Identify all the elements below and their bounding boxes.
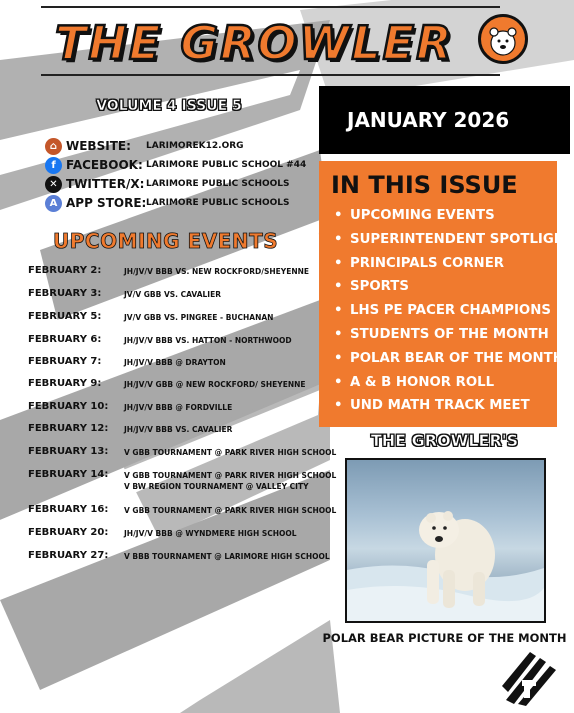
event-row	[28, 288, 338, 311]
list-item[interactable]: • SUPERINTENDENT SPOTLIGHT	[334, 231, 574, 247]
event-desc: JV/V GBB VS. CAVALIER	[124, 290, 221, 299]
contact-label: APP STORE:	[66, 196, 147, 210]
event-date: FEBRUARY 14:	[28, 469, 109, 480]
in-this-issue-heading: IN THIS ISSUE	[331, 171, 518, 199]
list-item[interactable]: • SPORTS	[334, 279, 409, 295]
event-row	[28, 265, 338, 288]
upcoming-events-heading: UPCOMING EVENTS	[53, 229, 279, 253]
event-row	[28, 527, 338, 550]
contact-label: FACEBOOK:	[66, 158, 143, 172]
contact-value[interactable]: LARIMORE PUBLIC SCHOOLS	[146, 198, 290, 208]
list-item[interactable]: • POLAR BEAR OF THE MONTH	[334, 350, 564, 366]
event-row	[28, 446, 338, 469]
event-desc: V GBB TOURNAMENT @ PARK RIVER HIGH SCHOOL	[124, 506, 337, 515]
event-date: FEBRUARY 12:	[28, 423, 109, 434]
list-item[interactable]: • PRINCIPALS CORNER	[334, 255, 505, 271]
event-row	[28, 504, 338, 527]
contact-label: WEBSITE:	[66, 139, 131, 153]
contact-facebook[interactable]	[45, 156, 315, 175]
event-row	[28, 356, 338, 378]
masthead-title: THE GROWLER	[55, 16, 454, 70]
event-row	[28, 334, 338, 356]
event-desc: JH/JV/V BBB VS. HATTON - NORTHWOOD	[124, 336, 292, 345]
feature-heading: THE GROWLER'S	[370, 431, 519, 450]
event-desc: JV/V GBB VS. PINGREE - BUCHANAN	[124, 313, 274, 322]
masthead-rule	[41, 74, 500, 76]
event-date: FEBRUARY 27:	[28, 550, 109, 561]
claw-mark-icon	[500, 650, 560, 706]
website-icon: ⌂	[45, 138, 62, 155]
contact-value[interactable]: LARIMOREK12.ORG	[146, 141, 244, 151]
contact-value[interactable]: LARIMORE PUBLIC SCHOOLS	[146, 179, 290, 189]
contact-app-store[interactable]	[45, 194, 315, 213]
in-this-issue-panel	[319, 161, 574, 427]
facebook-icon: f	[45, 157, 62, 174]
event-desc: V GBB TOURNAMENT @ PARK RIVER HIGH SCHOOL V BW REGION TOURNAMENT @ VALLEY CITY	[124, 471, 337, 491]
list-item[interactable]: • A & B HONOR ROLL	[334, 374, 495, 390]
event-desc: JH/JV/V BBB @ WYNDMERE HIGH SCHOOL	[124, 529, 297, 538]
event-date: FEBRUARY 3:	[28, 288, 102, 299]
event-date: FEBRUARY 16:	[28, 504, 109, 515]
polar-bear-logo-icon	[478, 14, 528, 64]
event-row	[28, 311, 338, 334]
contact-list	[45, 137, 315, 213]
event-row	[28, 423, 338, 446]
event-desc: JH/JV/V GBB @ NEW ROCKFORD/ SHEYENNE	[124, 380, 306, 389]
event-desc: JH/JV/V BBB @ FORDVILLE	[124, 403, 233, 412]
event-date: FEBRUARY 6:	[28, 334, 102, 345]
event-date: FEBRUARY 13:	[28, 446, 109, 457]
event-desc: V BBB TOURNAMENT @ LARIMORE HIGH SCHOOL	[124, 552, 330, 561]
event-date: FEBRUARY 7:	[28, 356, 102, 367]
polar-bear-photo	[345, 458, 546, 623]
event-desc: JH/JV/V BBB VS. NEW ROCKFORD/SHEYENNE	[124, 267, 310, 276]
event-desc: JH/JV/V BBB VS. CAVALIER	[124, 425, 233, 434]
event-desc: V GBB TOURNAMENT @ PARK RIVER HIGH SCHOOL	[124, 448, 337, 457]
issue-list	[334, 208, 574, 422]
contact-twitter[interactable]	[45, 175, 315, 194]
list-item[interactable]: • UND MATH TRACK MEET	[334, 398, 530, 414]
volume-issue: VOLUME 4 ISSUE 5	[96, 98, 242, 114]
event-date: FEBRUARY 2:	[28, 265, 102, 276]
event-row	[28, 550, 338, 573]
event-row	[28, 378, 338, 401]
x-icon: ✕	[45, 176, 62, 193]
list-item[interactable]: • STUDENTS OF THE MONTH	[334, 326, 549, 342]
contact-value[interactable]: LARIMORE PUBLIC SCHOOL #44	[146, 160, 307, 170]
list-item[interactable]: • UPCOMING EVENTS	[334, 208, 495, 223]
event-date: FEBRUARY 20:	[28, 527, 109, 538]
event-date: FEBRUARY 9:	[28, 378, 102, 389]
event-date: FEBRUARY 10:	[28, 401, 109, 412]
event-desc: JH/JV/V BBB @ DRAYTON	[124, 358, 226, 367]
app-store-icon: A	[45, 195, 62, 212]
events-list	[28, 265, 338, 573]
event-row	[28, 469, 338, 504]
event-row	[28, 401, 338, 423]
top-rule	[41, 6, 500, 8]
list-item[interactable]: • LHS PE PACER CHAMPIONS	[334, 303, 551, 319]
contact-website[interactable]	[45, 137, 315, 156]
event-date: FEBRUARY 5:	[28, 311, 102, 322]
issue-date: JANUARY 2026	[319, 86, 570, 154]
photo-caption: POLAR BEAR PICTURE OF THE MONTH	[322, 631, 567, 645]
contact-label: TWITTER/X:	[66, 177, 145, 191]
